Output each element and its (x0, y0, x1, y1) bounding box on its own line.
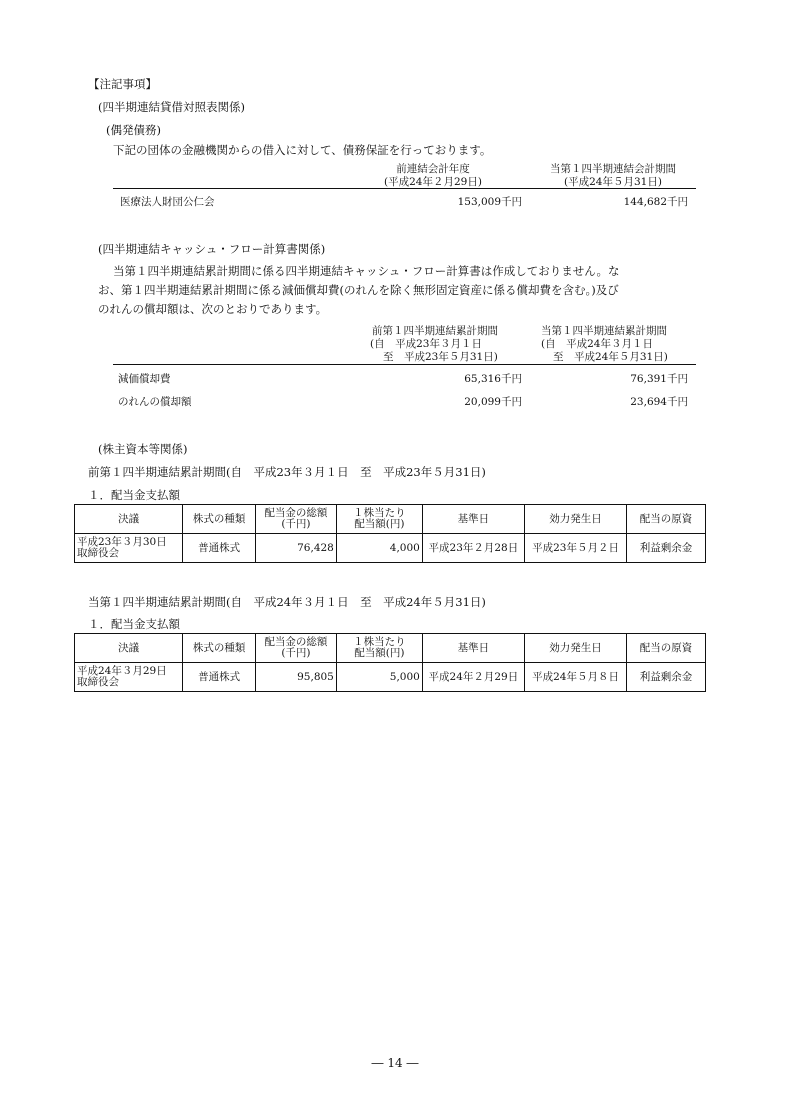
bs-row-value-prev: 153,009千円 (457, 196, 522, 208)
eq-curr-item: １．配当金支払額 (88, 617, 180, 631)
cell-share-type: 普通株式 (183, 663, 256, 692)
cf-paragraph-line3: のれんの償却額は、次のとおりであります。 (98, 302, 328, 316)
col-header-share-type: 株式の種類 (183, 505, 256, 534)
cell-total: 95,805 (255, 663, 336, 692)
cell-resolution-line2: 取締役会 (77, 547, 119, 559)
bs-header-rule (113, 188, 696, 189)
col-header-total-line1: 配当金の総額 (264, 507, 328, 519)
table-row (75, 663, 706, 692)
cell-share-type: 普通株式 (183, 534, 256, 563)
col-header-total (255, 634, 336, 663)
notes-heading: 【注記事項】 (88, 77, 157, 91)
bs-col2-header-line1: 当第１四半期連結会計期間 (550, 163, 676, 175)
dividend-table-prev (74, 504, 706, 563)
eq-prev-period: 前第１四半期連結累計期間(自 平成23年３月１日 至 平成23年５月31日) (88, 465, 486, 479)
cf-col2-header-line1: 当第１四半期連結累計期間 (541, 325, 667, 337)
col-header-resolution: 決議 (75, 634, 183, 663)
col-header-per-share (336, 634, 422, 663)
cf-row-label: のれんの償却額 (118, 396, 192, 408)
col-header-share-type: 株式の種類 (183, 634, 256, 663)
cf-col2-header-line2: (自 平成24年３月１日 (541, 338, 653, 350)
bs-row-label: 医療法人財団公仁会 (120, 196, 215, 208)
bs-intro: 下記の団体の金融機関からの借入に対して、債務保証を行っております。 (113, 143, 492, 157)
cell-resolution (75, 663, 183, 692)
dividend-table-curr (74, 633, 706, 692)
cf-paragraph-line2: お、第１四半期連結累計期間に係る減価償却費(のれんを除く無形固定資産に係る償却費を含む。)及び (98, 283, 619, 297)
col-header-source: 配当の原資 (627, 505, 706, 534)
cell-resolution-line1: 平成23年３月30日 (77, 536, 167, 548)
col-header-per-share-line1: １株当たり (353, 507, 406, 519)
bs-heading: (四半期連結貸借対照表関係) (98, 100, 245, 114)
cf-col1-header-line3: 至 平成23年５月31日) (383, 351, 498, 363)
col-header-resolution: 決議 (75, 505, 183, 534)
cf-row-value-prev: 65,316千円 (464, 373, 522, 385)
cf-row-value-curr: 76,391千円 (630, 373, 688, 385)
cf-row-value-prev: 20,099千円 (464, 396, 522, 408)
bs-sub-heading: (偶発債務) (106, 123, 161, 137)
eq-heading: (株主資本等関係) (98, 442, 188, 456)
bs-row-value-curr: 144,682千円 (623, 196, 688, 208)
cell-resolution (75, 534, 183, 563)
col-header-record-date: 基準日 (422, 505, 524, 534)
col-header-effective-date: 効力発生日 (524, 505, 626, 534)
cf-header-rule (113, 364, 696, 365)
col-header-per-share-line1: １株当たり (353, 636, 406, 648)
col-header-per-share (336, 505, 422, 534)
cf-col1-header-line1: 前第１四半期連結累計期間 (372, 325, 498, 337)
cell-source: 利益剰余金 (627, 534, 706, 563)
cf-row-value-curr: 23,694千円 (630, 396, 688, 408)
col-header-per-share-line2: 配当額(円) (354, 647, 405, 659)
col-header-total (255, 505, 336, 534)
cell-effective-date: 平成24年５月８日 (524, 663, 626, 692)
eq-prev-item: １．配当金支払額 (88, 488, 180, 502)
cell-resolution-line1: 平成24年３月29日 (77, 665, 167, 677)
cf-row-label: 減価償却費 (118, 373, 171, 385)
eq-curr-period: 当第１四半期連結累計期間(自 平成24年３月１日 至 平成24年５月31日) (88, 595, 486, 609)
cf-heading: (四半期連結キャッシュ・フロー計算書関係) (98, 242, 326, 256)
col-header-total-line1: 配当金の総額 (264, 636, 328, 648)
table-row (75, 534, 706, 563)
col-header-effective-date: 効力発生日 (524, 634, 626, 663)
cell-total: 76,428 (255, 534, 336, 563)
bs-col1-header-line2: (平成24年２月29日) (384, 176, 482, 188)
page-number: ― 14 ― (371, 1056, 419, 1070)
col-header-total-line2: (千円) (281, 647, 311, 659)
cell-source: 利益剰余金 (627, 663, 706, 692)
cf-paragraph-line1: 当第１四半期連結累計期間に係る四半期連結キャッシュ・フロー計算書は作成しておりません。な (113, 264, 620, 278)
cell-per-share: 5,000 (336, 663, 422, 692)
cell-resolution-line2: 取締役会 (77, 676, 119, 688)
cell-effective-date: 平成23年５月２日 (524, 534, 626, 563)
cf-col1-header-line2: (自 平成23年３月１日 (370, 338, 482, 350)
cell-per-share: 4,000 (336, 534, 422, 563)
cell-record-date: 平成24年２月29日 (422, 663, 524, 692)
col-header-per-share-line2: 配当額(円) (354, 518, 405, 530)
col-header-record-date: 基準日 (422, 634, 524, 663)
cell-record-date: 平成23年２月28日 (422, 534, 524, 563)
bs-col1-header-line1: 前連結会計年度 (396, 163, 470, 175)
col-header-source: 配当の原資 (627, 634, 706, 663)
bs-col2-header-line2: (平成24年５月31日) (564, 176, 662, 188)
col-header-total-line2: (千円) (281, 518, 311, 530)
cf-col2-header-line3: 至 平成24年５月31日) (553, 351, 668, 363)
